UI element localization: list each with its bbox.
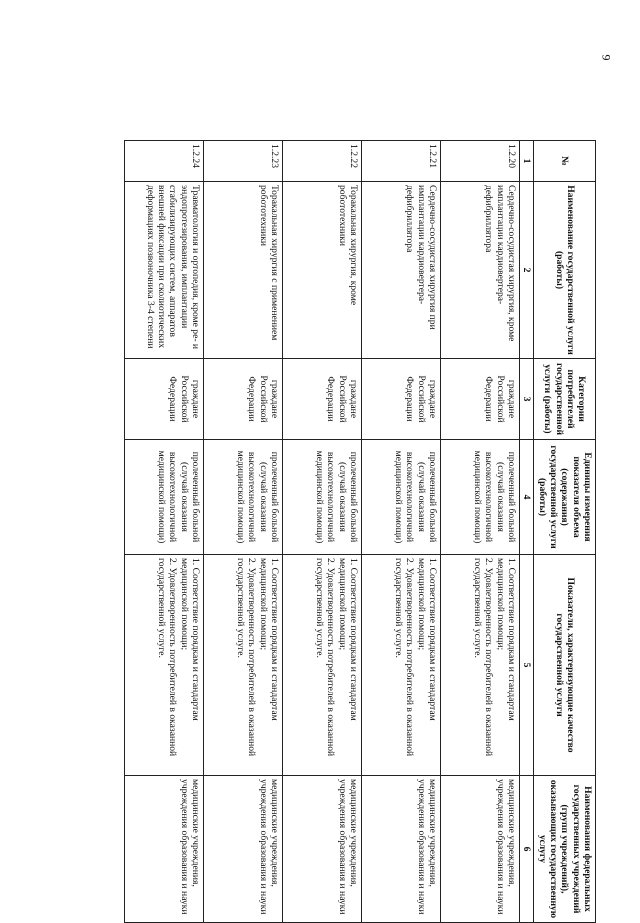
quality-indicator-item: 1. Соответствие порядкам и стандартам медицинской помощи; bbox=[257, 558, 281, 721]
volume-unit: пролеченный больной (случай оказания высокотехнологичной медицинской помощи) bbox=[204, 440, 283, 555]
institutions: медицинские учреждения, учреждения образования и науки bbox=[204, 776, 283, 923]
header-row bbox=[534, 141, 596, 923]
row-number: 1.2.23 bbox=[204, 141, 283, 182]
consumer-category: граждане Российской Федерации bbox=[204, 359, 283, 440]
institutions: медицинские учреждения, учреждения образования и науки bbox=[362, 776, 441, 923]
table-row bbox=[283, 141, 362, 923]
quality-indicator-item: 2. Удовлетворенность потребителей в оказанной государственной услуге. bbox=[314, 558, 337, 757]
service-name: Торакальная хирургия с применением робототехники bbox=[204, 182, 283, 359]
quality-indicator-item: 2. Удовлетворенность потребителей в оказанной государственной услуге. bbox=[156, 558, 179, 757]
column-number: 3 bbox=[520, 359, 534, 440]
institutions: медицинские учреждения, учреждения образования и науки bbox=[441, 776, 520, 923]
quality-indicator-item: 1. Соответствие порядкам и стандартам медицинской помощи; bbox=[178, 558, 202, 721]
column-number: 2 bbox=[520, 182, 534, 359]
row-number: 1.2.24 bbox=[125, 141, 204, 182]
quality-indicator-item: 1. Соответствие порядкам и стандартам медицинской помощи; bbox=[336, 558, 360, 721]
column-number: 4 bbox=[520, 440, 534, 555]
service-name: Торакальная хирургия, кроме робототехники bbox=[283, 182, 362, 359]
quality-indicator-item: 2. Удовлетворенность потребителей в оказанной государственной услуге. bbox=[393, 558, 416, 757]
table-row bbox=[204, 141, 283, 923]
header-volume-unit: Единицы измерения показателя объема (содержания) государственной услуги (работы) bbox=[534, 440, 596, 555]
header-consumer-category: Категории потребителей государственной услуги (работы) bbox=[534, 359, 596, 440]
table-row bbox=[125, 141, 204, 923]
row-number: 1.2.20 bbox=[441, 141, 520, 182]
quality-indicators bbox=[362, 555, 441, 776]
column-number: 6 bbox=[520, 776, 534, 923]
volume-unit: пролеченный больной (случай оказания высокотехнологичной медицинской помощи) bbox=[441, 440, 520, 555]
column-number: 5 bbox=[520, 555, 534, 776]
table-body bbox=[125, 141, 520, 923]
volume-unit: пролеченный больной (случай оказания высокотехнологичной медицинской помощи) bbox=[125, 440, 204, 555]
consumer-category: граждане Российской Федерации bbox=[441, 359, 520, 440]
consumer-category: граждане Российской Федерации bbox=[283, 359, 362, 440]
row-number: 1.2.21 bbox=[362, 141, 441, 182]
quality-indicator-item: 2. Удовлетворенность потребителей в оказанной государственной услуге. bbox=[472, 558, 495, 757]
column-number: 1 bbox=[520, 141, 534, 182]
service-name: Сердечно-сосудистая хирургия при имплантации кардиовертера-дефибриллятора bbox=[362, 182, 441, 359]
quality-indicators bbox=[204, 555, 283, 776]
header-institutions: Наименования федеральных государственных учреждений (групп учреждений), оказывающих государственную услугу bbox=[534, 776, 596, 923]
consumer-category: граждане Российской Федерации bbox=[362, 359, 441, 440]
page-number: 9 bbox=[599, 54, 614, 61]
header-service-name: Наименование государственной услуги (работы) bbox=[534, 182, 596, 359]
table-row bbox=[362, 141, 441, 923]
consumer-category: граждане Российской Федерации bbox=[125, 359, 204, 440]
volume-unit: пролеченный больной (случай оказания высокотехнологичной медицинской помощи) bbox=[283, 440, 362, 555]
row-number: 1.2.22 bbox=[283, 141, 362, 182]
services-table bbox=[124, 140, 596, 923]
service-name: Травматология и ортопедия, кроме ре- и эндопротезирования, имплантации стабилизирующих систем, аппаратов внешней фиксации при сколиотических деформациях позвоночника 3-4 степени bbox=[125, 182, 204, 359]
volume-unit: пролеченный больной (случай оказания высокотехнологичной медицинской помощи) bbox=[362, 440, 441, 555]
institutions: медицинские учреждения, учреждения образования и науки bbox=[283, 776, 362, 923]
header-number: № bbox=[534, 141, 596, 182]
service-name: Сердечно-сосудистая хирургия, кроме имплантации кардиовертера-дефибриллятора bbox=[441, 182, 520, 359]
quality-indicator-item: 2. Удовлетворенность потребителей в оказанной государственной услуге. bbox=[235, 558, 258, 757]
quality-indicator-item: 1. Соответствие порядкам и стандартам медицинской помощи; bbox=[415, 558, 439, 721]
document-table-rotated bbox=[126, 140, 596, 919]
header-quality-indicators: Показатели, характеризующие качество государственной услуги bbox=[534, 555, 596, 776]
quality-indicators bbox=[283, 555, 362, 776]
quality-indicators bbox=[125, 555, 204, 776]
column-number-row bbox=[520, 141, 534, 923]
quality-indicator-item: 1. Соответствие порядкам и стандартам медицинской помощи; bbox=[494, 558, 518, 721]
table-row bbox=[441, 141, 520, 923]
institutions: медицинские учреждения, учреждения образования и науки bbox=[125, 776, 204, 923]
quality-indicators bbox=[441, 555, 520, 776]
